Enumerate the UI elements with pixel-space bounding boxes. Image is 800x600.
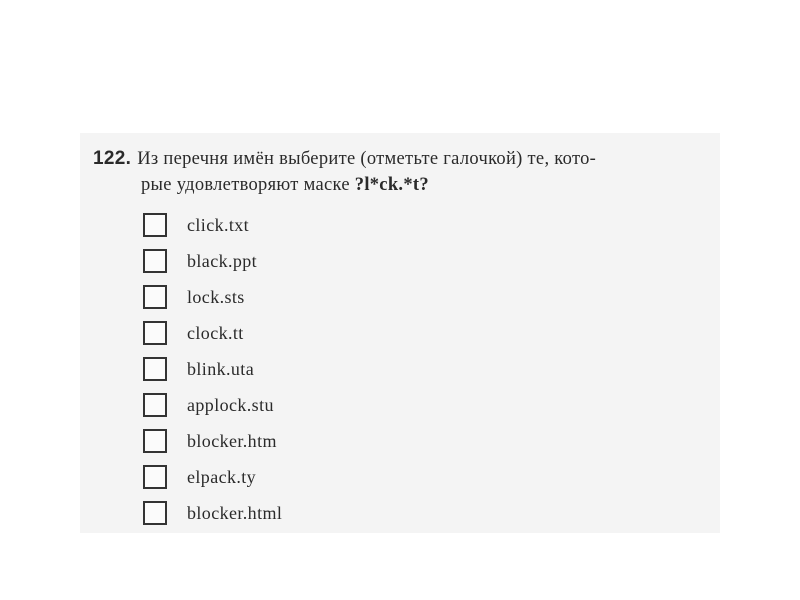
task-block xyxy=(93,146,713,198)
task-text-line-2: рые удовлетворяют маске xyxy=(141,175,355,195)
option-item xyxy=(143,315,282,351)
option-label: clock.tt xyxy=(187,322,244,343)
option-label: blocker.htm xyxy=(187,430,277,451)
option-label: black.ppt xyxy=(187,250,258,271)
option-item xyxy=(143,207,282,243)
option-item xyxy=(143,351,282,387)
checkbox[interactable] xyxy=(143,249,167,273)
checkbox[interactable] xyxy=(143,429,167,453)
file-mask: ?l*ck.*t? xyxy=(354,175,429,195)
options-list xyxy=(143,207,282,531)
option-label: click.txt xyxy=(187,214,250,235)
checkbox[interactable] xyxy=(143,321,167,345)
checkbox[interactable] xyxy=(143,213,167,237)
option-label: applock.stu xyxy=(187,394,274,415)
checkbox[interactable] xyxy=(143,393,167,417)
task-text-line-1: Из перечня имён выберите (отметьте галочкой) те, кото- xyxy=(137,149,597,169)
option-item xyxy=(143,279,282,315)
option-label: elpack.ty xyxy=(187,466,257,487)
task-question-line-2 xyxy=(93,172,713,198)
checkbox[interactable] xyxy=(143,285,167,309)
option-item xyxy=(143,243,282,279)
option-item xyxy=(143,459,282,495)
checkbox[interactable] xyxy=(143,357,167,381)
option-item xyxy=(143,423,282,459)
option-item xyxy=(143,387,282,423)
checkbox[interactable] xyxy=(143,501,167,525)
task-number: 122. xyxy=(93,148,132,169)
option-label: blocker.html xyxy=(187,502,283,523)
checkbox[interactable] xyxy=(143,465,167,489)
option-item xyxy=(143,495,282,531)
task-question-line-1 xyxy=(93,146,713,172)
option-label: blink.uta xyxy=(187,358,255,379)
option-label: lock.sts xyxy=(187,286,245,307)
